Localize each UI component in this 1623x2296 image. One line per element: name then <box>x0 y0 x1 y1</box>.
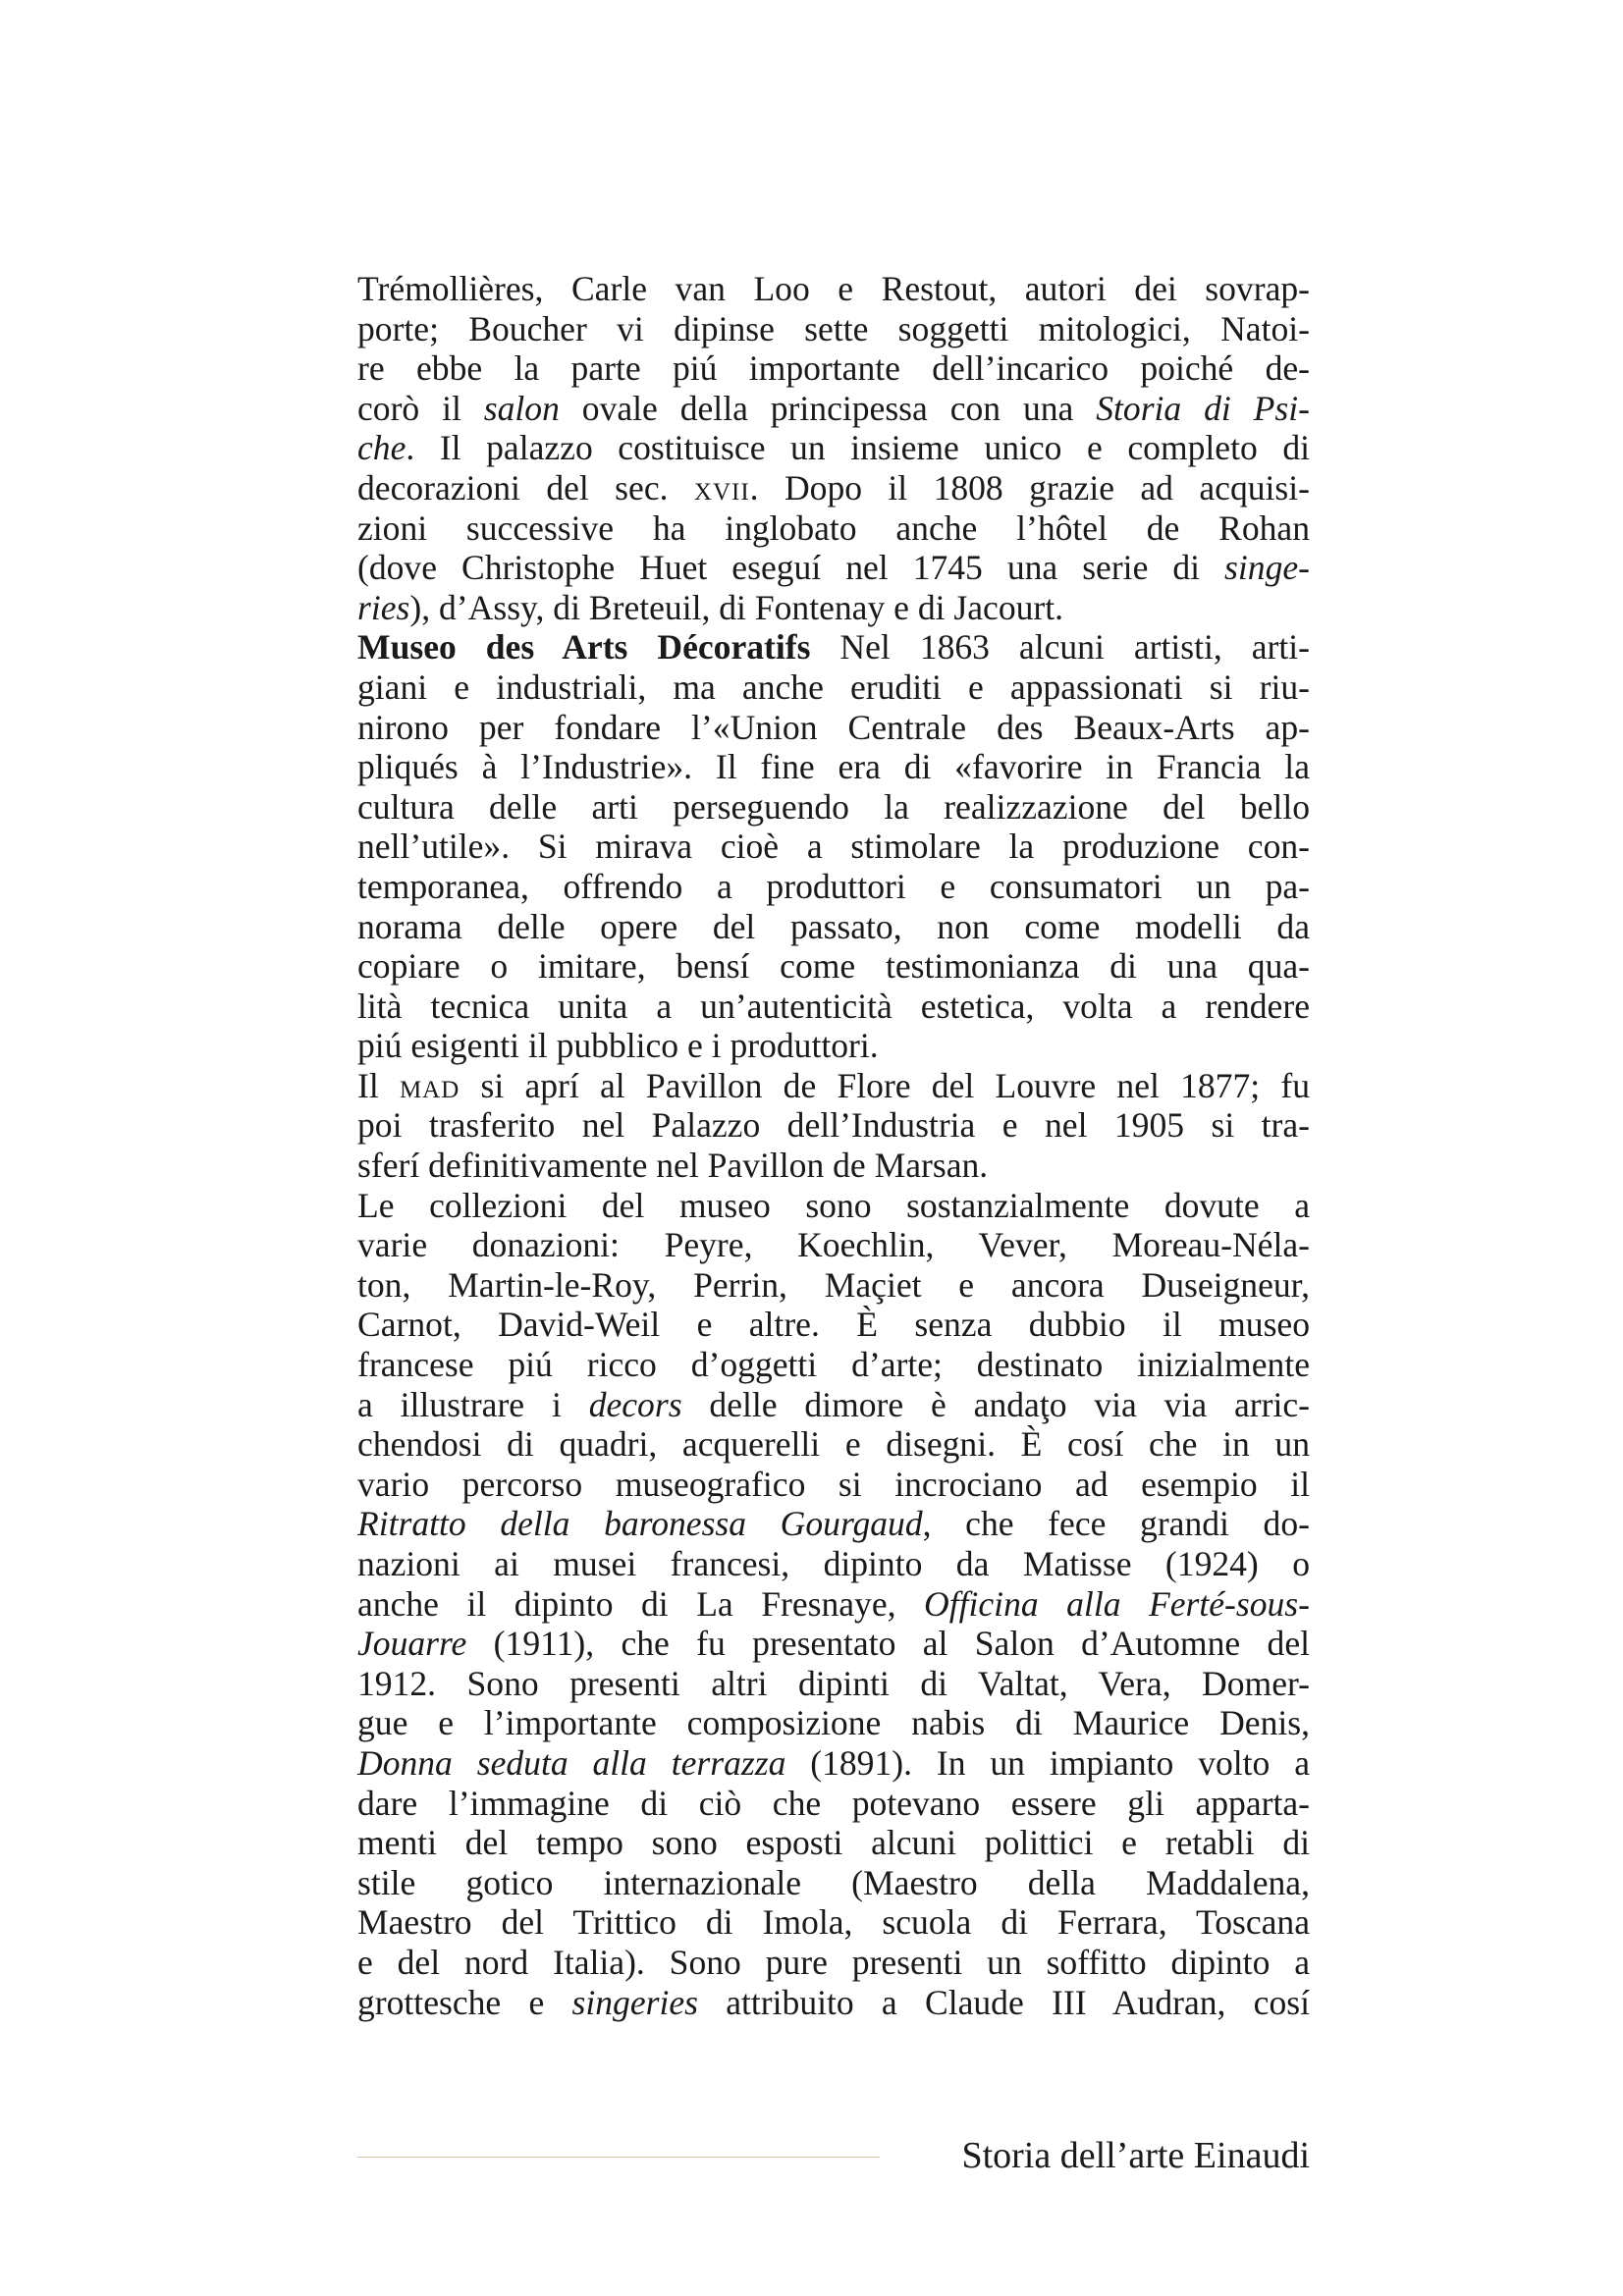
text-line <box>357 1584 1310 1625</box>
text-line: dare l’immagine di ciò che potevano essere gli apparta- <box>357 1783 1310 1823</box>
small-caps-acronym: mad <box>399 1065 460 1105</box>
italic-title: Ritratto della baronessa Gourgaud <box>357 1504 923 1544</box>
text-line: vario percorso museografico si incrociano ad esempio il <box>357 1464 1310 1504</box>
text-line: cultura delle arti perseguendo la realizzazione del bello <box>357 786 1310 827</box>
text-line: Trémollières, Carle van Loo e Restout, autori dei sovrap- <box>357 269 1310 308</box>
footer-series-title: Storia dell’arte Einaudi <box>961 2135 1310 2176</box>
paragraph-palace-decorations <box>357 269 1310 627</box>
text-line <box>357 1743 1310 1784</box>
italic-term: ries <box>357 587 410 627</box>
text-line: Maestro del Trittico di Imola, scuola di Ferrara, Toscana <box>357 1902 1310 1943</box>
text-line: norama delle opere del passato, non come modelli da <box>357 906 1310 946</box>
italic-term: salon <box>483 388 560 428</box>
italic-title: Donna seduta alla terrazza <box>357 1742 786 1783</box>
text-line: e del nord Italia). Sono pure presenti un soffitto dipinto a <box>357 1942 1310 1982</box>
text-line: 1912. Sono presenti altri dipinti di Valtat, Vera, Domer- <box>357 1663 1310 1703</box>
text-line: copiare o imitare, bensí come testimonianza di una qua- <box>357 946 1310 987</box>
text-run: delle dimore è andaţo via via arric- <box>681 1384 1310 1424</box>
text-line: nazioni ai musei francesi, dipinto da Matisse (1924) o <box>357 1544 1310 1583</box>
section-heading: Museo des Arts Décoratifs <box>357 627 811 667</box>
text-run: Nel 1863 alcuni artisti, arti- <box>810 627 1310 667</box>
text-line: Carnot, David-Weil e altre. È senza dubbio il museo <box>357 1305 1310 1345</box>
text-line: stile gotico internazionale (Maestro della Maddalena, <box>357 1862 1310 1902</box>
italic-title: che <box>357 428 406 468</box>
text-run: decorazioni del sec. <box>357 467 694 507</box>
text-line: Le collezioni del museo sono sostanzialmente dovute a <box>357 1185 1310 1225</box>
text-line <box>357 468 1310 508</box>
text-run: . Dopo il 1808 grazie ad acquisi- <box>749 467 1310 507</box>
text-run: . Il palazzo costituisce un insieme unico e completo di <box>406 428 1310 468</box>
text-line: chendosi di quadri, acquerelli e disegni. È cosí che in un <box>357 1424 1310 1465</box>
text-run: (dove Christophe Huet eseguí nel 1745 una serie di <box>357 548 1225 588</box>
text-line: zioni successive ha inglobato anche l’hôtel de Rohan <box>357 507 1310 548</box>
text-line: nell’utile». Si mirava cioè a stimolare la produzione con- <box>357 827 1310 867</box>
text-line <box>357 588 1310 628</box>
text-line: nirono per fondare l’«Union Centrale des Beaux-Arts ap- <box>357 707 1310 747</box>
text-line <box>357 548 1310 588</box>
italic-title: Officina alla Ferté-sous- <box>924 1583 1310 1624</box>
text-run: grottesche e <box>357 1982 572 2022</box>
text-line: poi trasferito nel Palazzo dell’Industria e nel 1905 si tra- <box>357 1105 1310 1146</box>
italic-title: Jouarre <box>357 1624 467 1664</box>
italic-title: Storia di Psi- <box>1096 388 1310 428</box>
text-line <box>357 1624 1310 1664</box>
text-line <box>357 389 1310 429</box>
text-line <box>357 1066 1310 1106</box>
italic-term: singeries <box>571 1982 698 2022</box>
italic-term: decors <box>588 1384 682 1424</box>
text-run: corò il <box>357 388 484 428</box>
text-line <box>357 1385 1310 1425</box>
text-line <box>357 1504 1310 1544</box>
text-line <box>357 627 1310 667</box>
text-run: si aprí al Pavillon de Flore del Louvre nel 1877; fu <box>460 1065 1310 1105</box>
text-line: sferí definitivamente nel Pavillon de Marsan. <box>357 1146 989 1186</box>
text-line: giani e industriali, ma anche eruditi e appassionati si riu- <box>357 667 1310 707</box>
footer-divider <box>357 2157 880 2158</box>
text-run: (1911), che fu presentato al Salon d’Automne del <box>466 1624 1310 1664</box>
text-run: ), d’Assy, di Breteuil, di Fontenay e di Jacourt. <box>409 587 1064 627</box>
text-line: gue e l’importante composizione nabis di Maurice Denis, <box>357 1703 1310 1743</box>
text-run: (1891). In un impianto volto a <box>785 1742 1310 1783</box>
text-run: , che fece grandi do- <box>922 1504 1310 1544</box>
text-line: varie donazioni: Peyre, Koechlin, Vever, Moreau-Néla- <box>357 1225 1310 1265</box>
paragraph-museo-arts-decoratifs <box>357 627 1310 1066</box>
text-run: attribuito a Claude III Audran, cosí <box>697 1982 1310 2022</box>
text-line <box>357 428 1310 468</box>
text-line: porte; Boucher vi dipinse sette soggetti mitologici, Natoi- <box>357 308 1310 348</box>
text-line: temporanea, offrendo a produttori e consumatori un pa- <box>357 866 1310 906</box>
text-line <box>357 1983 1310 2023</box>
text-run: anche il dipinto di La Fresnaye, <box>357 1583 925 1624</box>
text-line: pliqués à l’Industrie». Il fine era di «favorire in Francia la <box>357 747 1310 787</box>
body-text <box>357 269 1310 2022</box>
text-line: re ebbe la parte piú importante dell’incarico poiché de- <box>357 348 1310 389</box>
text-run: Il <box>357 1065 400 1105</box>
paragraph-collections <box>357 1186 1310 2022</box>
text-line: ton, Martin-le-Roy, Perrin, Maçiet e ancora Duseigneur, <box>357 1264 1310 1305</box>
text-line: lità tecnica unita a un’autenticità estetica, volta a rendere <box>357 986 1310 1026</box>
italic-term: singe- <box>1224 548 1310 588</box>
text-run: a illustrare i <box>357 1384 589 1424</box>
text-run: ovale della principessa con una <box>559 388 1097 428</box>
text-line: piú esigenti il pubblico e i produttori. <box>357 1026 879 1066</box>
text-line: francese piú ricco d’oggetti d’arte; destinato inizialmente <box>357 1345 1310 1385</box>
text-line: menti del tempo sono esposti alcuni polittici e retabli di <box>357 1823 1310 1863</box>
paragraph-mad-history <box>357 1066 1310 1186</box>
small-caps-century: xvii <box>693 467 750 507</box>
